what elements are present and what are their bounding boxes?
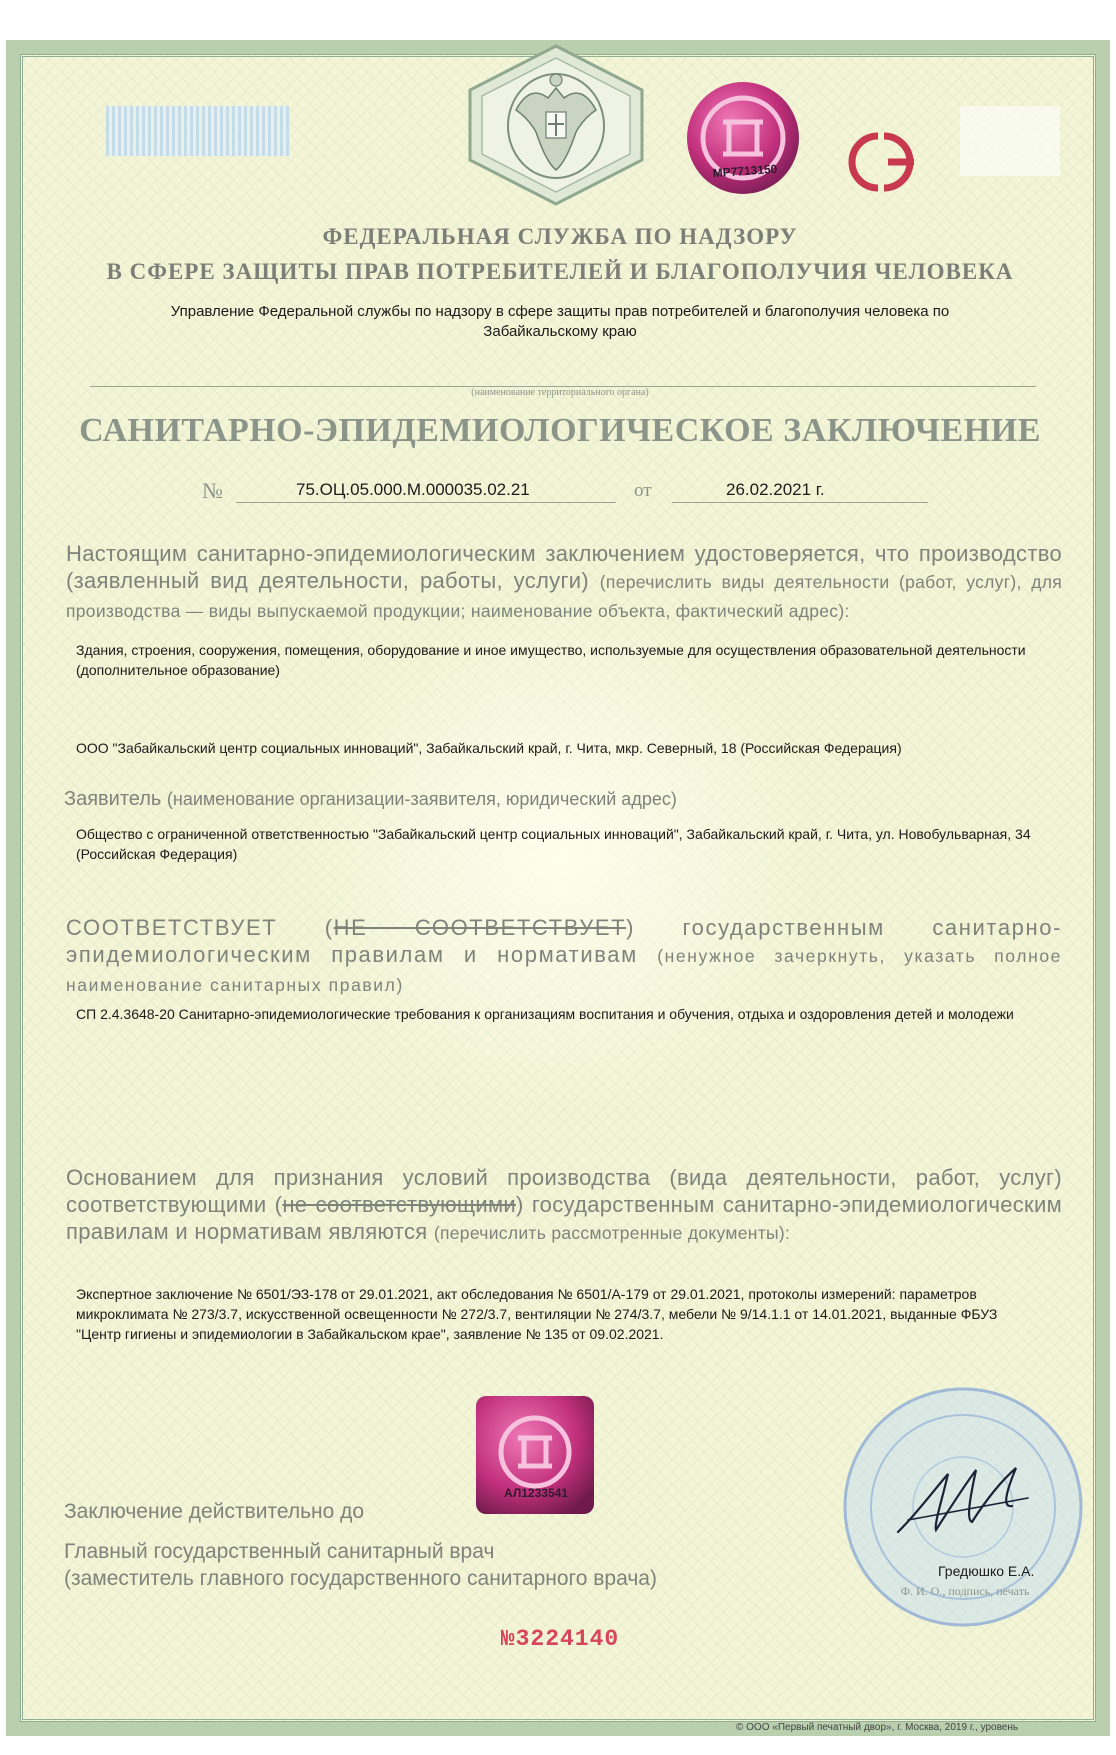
hologram-bottom-serial: АЛ1233541: [504, 1486, 568, 1500]
valid-until: Заключение действительно до: [64, 1500, 365, 1523]
certification-intro: [66, 540, 1062, 625]
agency-name-line2: В СФЕРЕ ЗАЩИТЫ ПРАВ ПОТРЕБИТЕЛЕЙ И БЛАГОПОЛУЧИЯ ЧЕЛОВЕКА: [106, 259, 1014, 284]
complies-word: СООТВЕТСТВУЕТ: [66, 915, 278, 940]
coat-of-arms-emblem: [456, 40, 656, 210]
sanitary-rules: СП 2.4.3648-20 Санитарно-эпидемиологические требования к организациям воспитания и обучения, отдыха и оздоровления детей и молодежи: [76, 1006, 1014, 1022]
blank-patch: [960, 106, 1060, 176]
territorial-directorate: [110, 302, 1010, 342]
basis-statement: Основанием для признания условий производства (вида деятельности, работ, услуг) соответствующими (не соответствующими) государственным санитарно-эпидемиологическим правилам и нормативам являются (перечислить рассмотренные документы):: [66, 1165, 1062, 1244]
form-serial-number: №3224140: [500, 1626, 620, 1652]
hologram-top-serial: МР7713150: [712, 161, 778, 181]
certificate-number: 75.ОЦ.05.000.М.000035.02.21: [296, 480, 530, 499]
printer-imprint: © ООО «Первый печатный двор», г. Москва, 2019 г., уровень: [736, 1722, 1019, 1733]
chief-doctor-title: [64, 1538, 657, 1592]
doctor-line2: (заместитель главного государственного санитарного врача): [64, 1567, 657, 1590]
applicant-value: Общество с ограниченной ответственностью "Забайкальский центр социальных инноваций", Забайкальский край, г. Чита, ул. Новобульварная, 34 (Российская Федерация): [76, 826, 1031, 862]
basis-text-a: Основанием для признания условий производства (вида деятельности, работ, услуг) соответствующими: [66, 1165, 1062, 1217]
directorate-line1: Управление Федеральной службы по надзору в сфере защиты прав потребителей и благополучия человека по: [170, 303, 950, 320]
emblem-icon: [456, 40, 656, 210]
date-rule: [672, 502, 928, 503]
agency-name-line1: ФЕДЕРАЛЬНАЯ СЛУЖБА ПО НАДЗОРУ: [322, 224, 798, 249]
directorate-line2: Забайкальскому краю: [483, 323, 637, 340]
basis-struck: не соответствующими: [282, 1192, 516, 1217]
conformity-mark: [828, 126, 934, 198]
ce-mark-icon: [828, 126, 934, 198]
date-label: от: [634, 480, 652, 501]
number-rule: [236, 502, 616, 503]
directorate-caption: (наименование территориального органа): [471, 387, 649, 398]
basis-text-b: государственным санитарно-эпидемиологическим правилам и нормативам являются: [66, 1192, 1062, 1244]
compliance-text: государственным санитарно-эпидемиологическим правилам и нормативам: [66, 915, 1063, 967]
applicant-label: [64, 788, 677, 811]
certificate-date: 26.02.2021 г.: [726, 480, 825, 499]
signatory-name: Гредюшко Е.А.: [938, 1563, 1035, 1579]
basis-sub: (перечислить рассмотренные документы):: [433, 1223, 791, 1243]
document-title: САНИТАРНО-ЭПИДЕМИОЛОГИЧЕСКОЕ ЗАКЛЮЧЕНИЕ: [79, 412, 1041, 449]
doctor-line1: Главный государственный санитарный врач: [64, 1540, 495, 1563]
basis-documents: Экспертное заключение № 6501/ЭЗ-178 от 29.01.2021, акт обследования № 6501/А-179 от 29.01.2021, протоколы измерений: параметров микроклимата № 273/3.7, искусственной освещенности № 272/3.7, вентиляции № 274/3.7, мебели № 9/14.1.1 от 14.01.2021, выданные ФБУЗ "Центр гигиены и эпидемиологии в Забайкальском крае", заявление № 135 от 09.02.2021.: [76, 1286, 998, 1342]
compliance-statement: СООТВЕТСТВУЕТ (НЕ СООТВЕТСТВУЕТ) государственным санитарно-эпидемиологическим правилам и нормативам (ненужное зачеркнуть, указать полное наименование санитарных правил): [66, 915, 1063, 995]
applicant-label-sub: (наименование организации-заявителя, юридический адрес): [166, 789, 677, 809]
signature-caption: Ф. И. О., подпись, печать: [900, 1584, 1030, 1598]
certification-intro-sub: (перечислить виды деятельности (работ, услуг), для производства — виды выпускаемой продукции; наименование объекта, фактический адрес):: [66, 572, 1062, 621]
certification-intro-text: Настоящим санитарно-эпидемиологическим заключением удостоверяется, что производство (заявленный вид деятельности, работы, услуги): [66, 541, 1062, 593]
object-address: ООО "Забайкальский центр социальных инноваций", Забайкальский край, г. Чита, мкр. Северный, 18 (Российская Федерация): [76, 740, 902, 756]
number-label: №: [202, 478, 223, 503]
applicant-label-text: Заявитель: [64, 788, 162, 810]
activity-description: Здания, строения, сооружения, помещения, оборудование и иное имущество, используемые для осуществления образовательной деятельности (дополнительное образование): [76, 642, 1026, 678]
not-complies-struck: НЕ СООТВЕТСТВУЕТ: [333, 915, 627, 940]
compliance-sub: (ненужное зачеркнуть, указать полное наименование санитарных правил): [66, 946, 1062, 995]
security-strip: [106, 106, 290, 156]
